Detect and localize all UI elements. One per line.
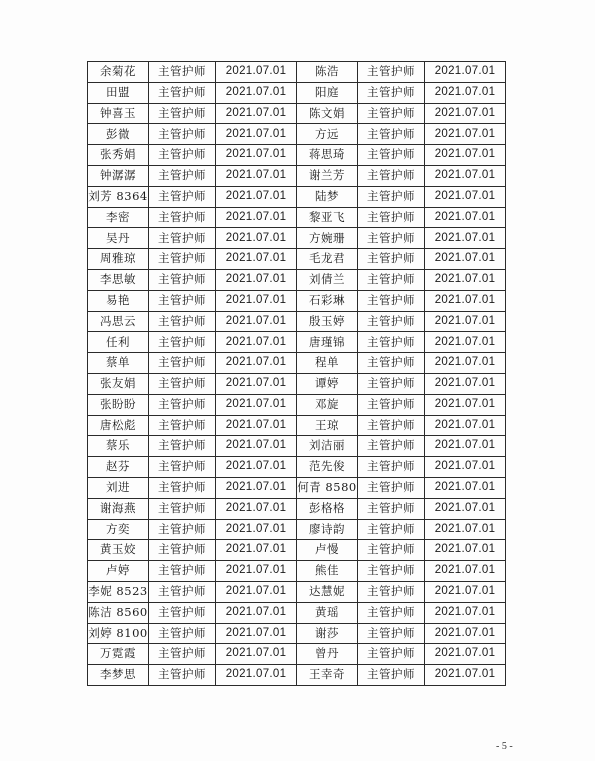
name-cell: 廖诗韵 (297, 519, 358, 540)
table-row (88, 269, 506, 290)
title-cell: 主管护师 (358, 561, 425, 582)
title-cell: 主管护师 (149, 124, 216, 145)
date-cell: 2021.07.01 (425, 394, 506, 415)
name-cell: 张秀娟 (88, 145, 149, 166)
date-cell: 2021.07.01 (216, 602, 297, 623)
staff-title-table (87, 61, 506, 686)
page-number: - 5 - (496, 741, 513, 752)
name-cell: 陈文娟 (297, 103, 358, 124)
table-row (88, 124, 506, 145)
date-cell: 2021.07.01 (425, 623, 506, 644)
name-cell: 方奕 (88, 519, 149, 540)
date-cell: 2021.07.01 (216, 394, 297, 415)
date-cell: 2021.07.01 (425, 103, 506, 124)
name-cell: 谢莎 (297, 623, 358, 644)
name-cell: 冯思云 (88, 311, 149, 332)
date-cell: 2021.07.01 (425, 436, 506, 457)
name-cell: 刘进 (88, 477, 149, 498)
date-cell: 2021.07.01 (425, 498, 506, 519)
table-row (88, 207, 506, 228)
name-cell: 方远 (297, 124, 358, 145)
table-row (88, 644, 506, 665)
table-row (88, 373, 506, 394)
date-cell: 2021.07.01 (216, 581, 297, 602)
date-cell: 2021.07.01 (216, 145, 297, 166)
date-cell: 2021.07.01 (216, 436, 297, 457)
table-row (88, 82, 506, 103)
title-cell: 主管护师 (149, 207, 216, 228)
title-cell: 主管护师 (149, 103, 216, 124)
title-cell: 主管护师 (149, 665, 216, 686)
date-cell: 2021.07.01 (425, 124, 506, 145)
name-cell: 李妮 8523 (88, 581, 149, 602)
date-cell: 2021.07.01 (425, 311, 506, 332)
table-row (88, 498, 506, 519)
table-row (88, 623, 506, 644)
date-cell: 2021.07.01 (216, 207, 297, 228)
date-cell: 2021.07.01 (425, 602, 506, 623)
date-cell: 2021.07.01 (425, 581, 506, 602)
title-cell: 主管护师 (358, 498, 425, 519)
name-cell: 阳庭 (297, 82, 358, 103)
date-cell: 2021.07.01 (216, 519, 297, 540)
title-cell: 主管护师 (149, 602, 216, 623)
table-body (88, 62, 506, 686)
date-cell: 2021.07.01 (425, 269, 506, 290)
date-cell: 2021.07.01 (216, 249, 297, 270)
name-cell: 彭格格 (297, 498, 358, 519)
title-cell: 主管护师 (149, 519, 216, 540)
title-cell: 主管护师 (149, 290, 216, 311)
name-cell: 殷玉婷 (297, 311, 358, 332)
name-cell: 张友娟 (88, 373, 149, 394)
date-cell: 2021.07.01 (216, 665, 297, 686)
title-cell: 主管护师 (358, 82, 425, 103)
date-cell: 2021.07.01 (216, 165, 297, 186)
date-cell: 2021.07.01 (216, 498, 297, 519)
name-cell: 陈浩 (297, 62, 358, 83)
date-cell: 2021.07.01 (216, 415, 297, 436)
date-cell: 2021.07.01 (425, 665, 506, 686)
date-cell: 2021.07.01 (425, 561, 506, 582)
date-cell: 2021.07.01 (216, 644, 297, 665)
title-cell: 主管护师 (149, 477, 216, 498)
table-row (88, 249, 506, 270)
name-cell: 吴丹 (88, 228, 149, 249)
title-cell: 主管护师 (358, 62, 425, 83)
title-cell: 主管护师 (358, 332, 425, 353)
title-cell: 主管护师 (358, 477, 425, 498)
title-cell: 主管护师 (358, 602, 425, 623)
title-cell: 主管护师 (149, 561, 216, 582)
table-row (88, 457, 506, 478)
name-cell: 曾丹 (297, 644, 358, 665)
title-cell: 主管护师 (149, 269, 216, 290)
date-cell: 2021.07.01 (425, 145, 506, 166)
table-row (88, 332, 506, 353)
date-cell: 2021.07.01 (216, 332, 297, 353)
date-cell: 2021.07.01 (425, 186, 506, 207)
date-cell: 2021.07.01 (216, 477, 297, 498)
table-row (88, 602, 506, 623)
name-cell: 卢慢 (297, 540, 358, 561)
title-cell: 主管护师 (358, 644, 425, 665)
title-cell: 主管护师 (149, 623, 216, 644)
name-cell: 毛龙君 (297, 249, 358, 270)
name-cell: 达慧妮 (297, 581, 358, 602)
name-cell: 蒋思琦 (297, 145, 358, 166)
table-row (88, 415, 506, 436)
table-row (88, 165, 506, 186)
date-cell: 2021.07.01 (425, 62, 506, 83)
title-cell: 主管护师 (358, 665, 425, 686)
date-cell: 2021.07.01 (425, 644, 506, 665)
name-cell: 王幸奇 (297, 665, 358, 686)
date-cell: 2021.07.01 (425, 82, 506, 103)
title-cell: 主管护师 (149, 145, 216, 166)
date-cell: 2021.07.01 (216, 269, 297, 290)
name-cell: 万霓霞 (88, 644, 149, 665)
name-cell: 黎亚飞 (297, 207, 358, 228)
name-cell: 张盼盼 (88, 394, 149, 415)
table-row (88, 561, 506, 582)
name-cell: 石彩琳 (297, 290, 358, 311)
title-cell: 主管护师 (149, 311, 216, 332)
name-cell: 钟潺潺 (88, 165, 149, 186)
title-cell: 主管护师 (149, 353, 216, 374)
date-cell: 2021.07.01 (216, 82, 297, 103)
name-cell: 唐松彪 (88, 415, 149, 436)
date-cell: 2021.07.01 (425, 519, 506, 540)
title-cell: 主管护师 (149, 394, 216, 415)
table-row (88, 436, 506, 457)
name-cell: 易艳 (88, 290, 149, 311)
name-cell: 谭婷 (297, 373, 358, 394)
date-cell: 2021.07.01 (425, 207, 506, 228)
title-cell: 主管护师 (149, 436, 216, 457)
title-cell: 主管护师 (358, 394, 425, 415)
table-row (88, 581, 506, 602)
table-row (88, 477, 506, 498)
date-cell: 2021.07.01 (425, 415, 506, 436)
table-row (88, 311, 506, 332)
date-cell: 2021.07.01 (216, 623, 297, 644)
name-cell: 黄瑶 (297, 602, 358, 623)
name-cell: 唐瑾锦 (297, 332, 358, 353)
table-row (88, 665, 506, 686)
name-cell: 卢婷 (88, 561, 149, 582)
name-cell: 李密 (88, 207, 149, 228)
title-cell: 主管护师 (149, 540, 216, 561)
title-cell: 主管护师 (358, 145, 425, 166)
title-cell: 主管护师 (358, 207, 425, 228)
title-cell: 主管护师 (358, 165, 425, 186)
date-cell: 2021.07.01 (216, 186, 297, 207)
table-row (88, 145, 506, 166)
table-row (88, 394, 506, 415)
title-cell: 主管护师 (358, 269, 425, 290)
name-cell: 余菊花 (88, 62, 149, 83)
table-row (88, 62, 506, 83)
table-row (88, 540, 506, 561)
title-cell: 主管护师 (149, 498, 216, 519)
date-cell: 2021.07.01 (425, 249, 506, 270)
date-cell: 2021.07.01 (216, 561, 297, 582)
title-cell: 主管护师 (358, 228, 425, 249)
title-cell: 主管护师 (149, 165, 216, 186)
table-row (88, 186, 506, 207)
date-cell: 2021.07.01 (425, 540, 506, 561)
title-cell: 主管护师 (358, 581, 425, 602)
table-row (88, 228, 506, 249)
name-cell: 谢兰芳 (297, 165, 358, 186)
name-cell: 李思敏 (88, 269, 149, 290)
date-cell: 2021.07.01 (216, 373, 297, 394)
title-cell: 主管护师 (149, 62, 216, 83)
name-cell: 刘倩兰 (297, 269, 358, 290)
title-cell: 主管护师 (358, 540, 425, 561)
date-cell: 2021.07.01 (216, 353, 297, 374)
name-cell: 钟喜玉 (88, 103, 149, 124)
title-cell: 主管护师 (358, 373, 425, 394)
title-cell: 主管护师 (358, 290, 425, 311)
name-cell: 陆梦 (297, 186, 358, 207)
name-cell: 李梦思 (88, 665, 149, 686)
title-cell: 主管护师 (358, 311, 425, 332)
name-cell: 程单 (297, 353, 358, 374)
title-cell: 主管护师 (358, 436, 425, 457)
title-cell: 主管护师 (149, 415, 216, 436)
name-cell: 范先俊 (297, 457, 358, 478)
date-cell: 2021.07.01 (425, 228, 506, 249)
date-cell: 2021.07.01 (425, 165, 506, 186)
date-cell: 2021.07.01 (216, 290, 297, 311)
name-cell: 赵芬 (88, 457, 149, 478)
table-row (88, 353, 506, 374)
title-cell: 主管护师 (358, 623, 425, 644)
name-cell: 周雅琼 (88, 249, 149, 270)
date-cell: 2021.07.01 (425, 477, 506, 498)
title-cell: 主管护师 (149, 581, 216, 602)
title-cell: 主管护师 (358, 353, 425, 374)
name-cell: 黄玉姣 (88, 540, 149, 561)
name-cell: 陈洁 8560 (88, 602, 149, 623)
title-cell: 主管护师 (149, 332, 216, 353)
name-cell: 何青 8580 (297, 477, 358, 498)
title-cell: 主管护师 (358, 249, 425, 270)
name-cell: 谢海燕 (88, 498, 149, 519)
date-cell: 2021.07.01 (216, 540, 297, 561)
date-cell: 2021.07.01 (425, 457, 506, 478)
date-cell: 2021.07.01 (216, 311, 297, 332)
title-cell: 主管护师 (149, 373, 216, 394)
date-cell: 2021.07.01 (216, 103, 297, 124)
name-cell: 刘洁丽 (297, 436, 358, 457)
name-cell: 蔡单 (88, 353, 149, 374)
date-cell: 2021.07.01 (425, 373, 506, 394)
date-cell: 2021.07.01 (216, 457, 297, 478)
date-cell: 2021.07.01 (216, 228, 297, 249)
title-cell: 主管护师 (358, 103, 425, 124)
name-cell: 王琼 (297, 415, 358, 436)
name-cell: 任利 (88, 332, 149, 353)
name-cell: 蔡乐 (88, 436, 149, 457)
table-row (88, 103, 506, 124)
date-cell: 2021.07.01 (425, 290, 506, 311)
title-cell: 主管护师 (149, 228, 216, 249)
name-cell: 刘婷 8100 (88, 623, 149, 644)
name-cell: 彭微 (88, 124, 149, 145)
title-cell: 主管护师 (358, 186, 425, 207)
name-cell: 邓旋 (297, 394, 358, 415)
date-cell: 2021.07.01 (425, 332, 506, 353)
name-cell: 方婉珊 (297, 228, 358, 249)
title-cell: 主管护师 (358, 124, 425, 145)
title-cell: 主管护师 (149, 644, 216, 665)
name-cell: 田盟 (88, 82, 149, 103)
title-cell: 主管护师 (149, 186, 216, 207)
title-cell: 主管护师 (358, 457, 425, 478)
name-cell: 刘芳 8364 (88, 186, 149, 207)
title-cell: 主管护师 (149, 249, 216, 270)
name-cell: 熊佳 (297, 561, 358, 582)
date-cell: 2021.07.01 (216, 124, 297, 145)
title-cell: 主管护师 (358, 519, 425, 540)
date-cell: 2021.07.01 (425, 353, 506, 374)
title-cell: 主管护师 (149, 82, 216, 103)
title-cell: 主管护师 (149, 457, 216, 478)
date-cell: 2021.07.01 (216, 62, 297, 83)
table-row (88, 290, 506, 311)
title-cell: 主管护师 (358, 415, 425, 436)
table-row (88, 519, 506, 540)
